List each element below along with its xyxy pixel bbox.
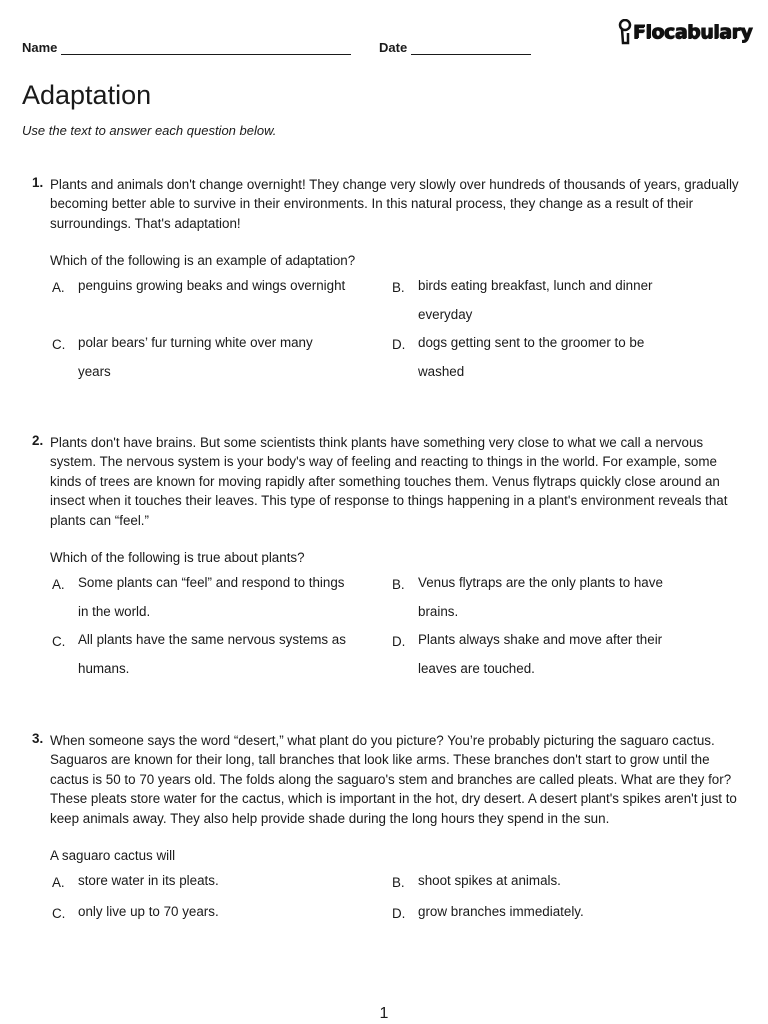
question-number: 2.: [32, 433, 44, 448]
page-title: Adaptation: [22, 80, 152, 110]
answer-choices: [52, 272, 744, 386]
logo-text: Flocabulary: [632, 21, 752, 43]
choice-text: Plants always shake and move after their leaves are touched.: [418, 632, 663, 676]
name-label: Name: [22, 40, 58, 55]
choice-text: grow branches immediately.: [418, 903, 584, 919]
flocabulary-logo: [617, 16, 752, 48]
choice-c[interactable]: [52, 329, 392, 386]
choice-letter: C.: [52, 634, 66, 650]
choice-d[interactable]: [392, 329, 732, 386]
choice-letter: D.: [392, 634, 406, 650]
answer-choices: [52, 569, 744, 683]
choice-letter: B.: [392, 577, 405, 593]
choice-letter: B.: [392, 280, 405, 296]
choice-text: store water in its pleats.: [78, 873, 219, 889]
name-field[interactable]: [22, 40, 351, 55]
name-line[interactable]: [61, 42, 351, 55]
question-prompt: Which of the following is an example of adaptation?: [50, 253, 356, 269]
question-passage: When someone says the word “desert,” what plant do you picture? You’re probably picturing the saguaro cactus. Saguaros are known for their long, tall branches that look like arms. These branches don't start to grow until the cactus is 50 to 70 years old. The folds along the saguaro's stem and branches are called pleats. What are they for? These pleats store water for the cactus, which is important in the hot, dry desert. A desert plant's spikes aren't just to keep animals away. They also help provide shade during the long hours they spend in the sun.: [50, 733, 737, 826]
choice-c[interactable]: [52, 898, 392, 929]
choice-text: dogs getting sent to the groomer to be washed: [418, 335, 645, 379]
choice-a[interactable]: [52, 569, 392, 626]
answer-choices: [52, 867, 744, 928]
choice-text: Venus flytraps are the only plants to have brains.: [418, 575, 663, 619]
date-label: Date: [379, 40, 408, 55]
choice-letter: A.: [52, 577, 65, 593]
logo-mark-icon: [617, 19, 633, 45]
choice-b[interactable]: [392, 569, 732, 626]
choice-letter: B.: [392, 875, 405, 891]
question-prompt: Which of the following is true about plants?: [50, 550, 305, 566]
choice-b[interactable]: [392, 867, 732, 898]
date-field[interactable]: [379, 40, 531, 55]
question-number: 3.: [32, 731, 44, 746]
instructions: Use the text to answer each question below.: [22, 123, 277, 138]
choice-letter: C.: [52, 337, 66, 353]
question-3: [32, 731, 744, 928]
question-2: [32, 433, 744, 683]
choice-text: All plants have the same nervous systems as humans.: [78, 632, 346, 676]
choice-text: shoot spikes at animals.: [418, 873, 561, 889]
choice-letter: A.: [52, 280, 65, 296]
choice-letter: A.: [52, 875, 65, 891]
date-line[interactable]: [411, 42, 531, 55]
choice-text: penguins growing beaks and wings overnight: [78, 278, 346, 294]
choice-b[interactable]: [392, 272, 732, 329]
choice-d[interactable]: [392, 626, 732, 683]
choice-text: birds eating breakfast, lunch and dinner everyday: [418, 278, 653, 322]
choice-text: Some plants can “feel” and respond to things in the world.: [78, 575, 345, 619]
choice-letter: D.: [392, 337, 406, 353]
question-number: 1.: [32, 175, 44, 190]
question-prompt: A saguaro cactus will: [50, 848, 176, 864]
choice-text: only live up to 70 years.: [78, 903, 219, 919]
question-passage: Plants don't have brains. But some scientists think plants have something very close to what we call a nervous system. The nervous system is your body's way of feeling and reacting to things in the world. For example, some kinds of trees are known for moving rapidly after something touches them. Venus flytraps quickly close around an insect when it touches their leaves. This type of response to things happening in a plant's environment reveals that plants can “feel.”: [50, 435, 728, 528]
choice-d[interactable]: [392, 898, 732, 929]
question-1: [32, 175, 744, 386]
question-passage: Plants and animals don't change overnight! They change very slowly over hundreds of thousands of years, gradually becoming better able to survive in their environments. In this natural process, they change as a result of their surroundings. That's adaptation!: [50, 177, 739, 231]
choice-text: polar bears’ fur turning white over many years: [78, 335, 313, 379]
choice-letter: C.: [52, 905, 66, 921]
choice-a[interactable]: [52, 867, 392, 898]
choice-a[interactable]: [52, 272, 392, 329]
choice-c[interactable]: [52, 626, 392, 683]
page-number: 1: [379, 1005, 389, 1022]
choice-letter: D.: [392, 905, 406, 921]
